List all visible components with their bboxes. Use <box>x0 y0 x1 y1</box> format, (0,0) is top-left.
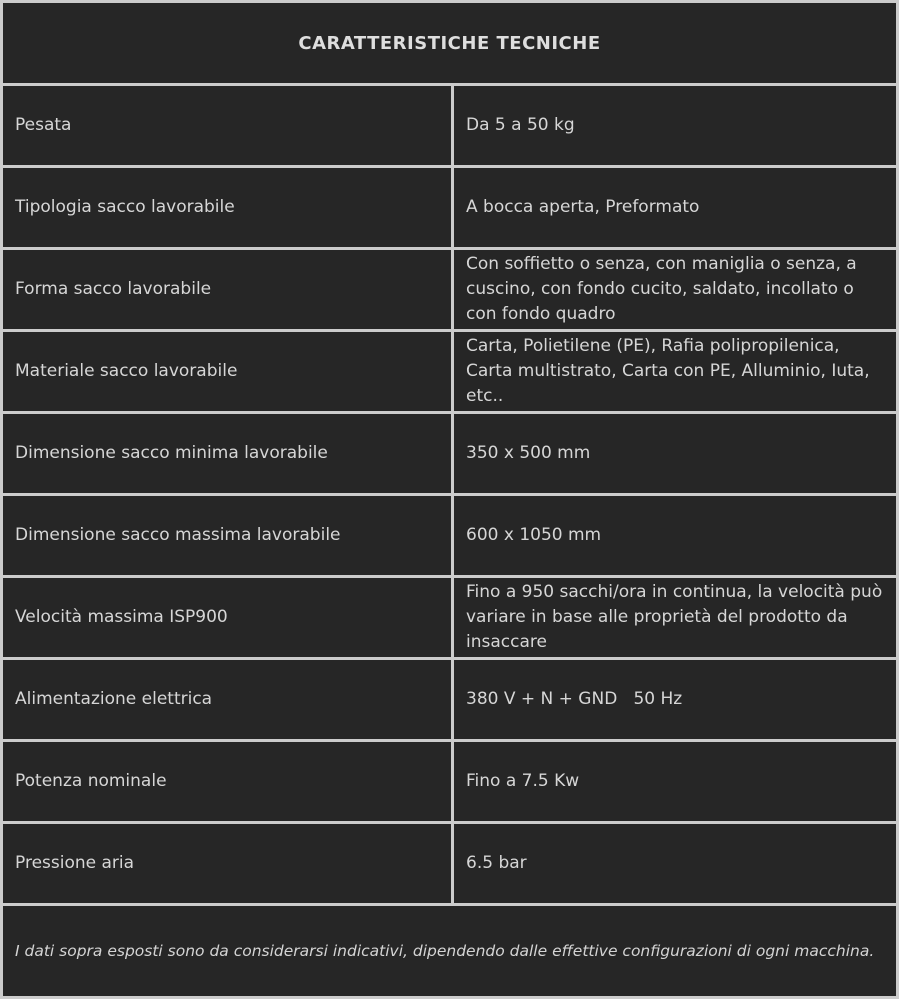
spec-value: 600 x 1050 mm <box>454 496 896 575</box>
spec-label: Pressione aria <box>3 824 451 903</box>
table-row-tipologia-sacco <box>3 168 896 247</box>
spec-value: Con soffietto o senza, con maniglia o senza, a cuscino, con fondo cucito, saldato, incollato o con fondo quadro <box>454 250 896 329</box>
table-row-pesata <box>3 86 896 165</box>
spec-label: Velocità massima ISP900 <box>3 578 451 657</box>
spec-value: 350 x 500 mm <box>454 414 896 493</box>
table-row-pressione-aria <box>3 824 896 903</box>
table-row-velocita-massima <box>3 578 896 657</box>
spec-label: Pesata <box>3 86 451 165</box>
table-row-dimensione-massima <box>3 496 896 575</box>
table-row-materiale-sacco <box>3 332 896 411</box>
spec-label: Materiale sacco lavorabile <box>3 332 451 411</box>
spec-label: Dimensione sacco massima lavorabile <box>3 496 451 575</box>
table-row-forma-sacco <box>3 250 896 329</box>
table-title: CARATTERISTICHE TECNICHE <box>3 3 896 83</box>
spec-value: Fino a 950 sacchi/ora in continua, la velocità può variare in base alle proprietà del prodotto da insaccare <box>454 578 896 657</box>
spec-value: 380 V + N + GND 50 Hz <box>454 660 896 739</box>
spec-label: Alimentazione elettrica <box>3 660 451 739</box>
spec-label: Tipologia sacco lavorabile <box>3 168 451 247</box>
table-row-potenza-nominale <box>3 742 896 821</box>
spec-label: Potenza nominale <box>3 742 451 821</box>
table-row-alimentazione-elettrica <box>3 660 896 739</box>
spec-label: Dimensione sacco minima lavorabile <box>3 414 451 493</box>
spec-label: Forma sacco lavorabile <box>3 250 451 329</box>
spec-value: Carta, Polietilene (PE), Rafia polipropilenica, Carta multistrato, Carta con PE, Alluminio, Iuta, etc.. <box>454 332 896 411</box>
table-row-dimensione-minima <box>3 414 896 493</box>
spec-value: A bocca aperta, Preformato <box>454 168 896 247</box>
spec-value: 6.5 bar <box>454 824 896 903</box>
spec-value: Fino a 7.5 Kw <box>454 742 896 821</box>
spec-value: Da 5 a 50 kg <box>454 86 896 165</box>
footer-disclaimer: I dati sopra esposti sono da considerarsi indicativi, dipendendo dalle effettive configurazioni di ogni macchina. <box>3 906 896 996</box>
